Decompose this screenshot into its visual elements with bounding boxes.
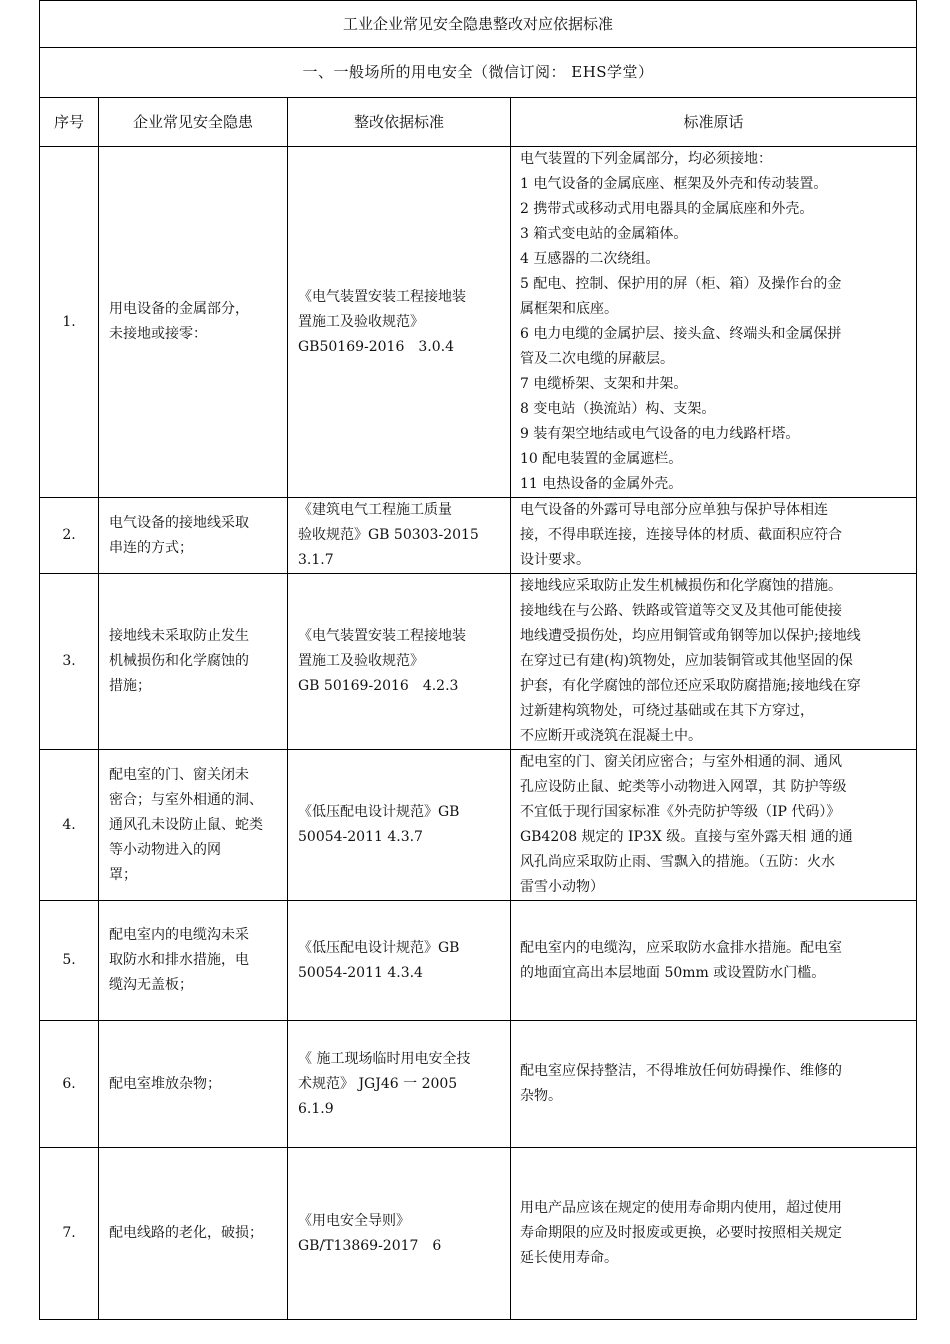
title-row (40, 1, 917, 48)
standard-text-cell (511, 750, 917, 901)
standard-text-cell-line: 8 变电站（换流站）构、支架。 (520, 401, 716, 417)
standard-text-cell-line: 的地面宜高出本层地面 50mm 或设置防水门槛。 (520, 964, 826, 981)
hazard-cell (99, 498, 288, 574)
hazard-cell-line: 配电室内的电缆沟未采 (109, 927, 249, 943)
standard-text-cell-line: 5 配电、控制、保护用的屏（柜、箱）及操作台的金 (520, 276, 842, 292)
table-row (40, 147, 917, 498)
standard-text-cell-line: 延长使用寿命。 (520, 1250, 618, 1266)
row-number: 4. (40, 750, 99, 901)
row-number: 1. (40, 147, 99, 498)
standard-text-cell-line: 风孔尚应采取防止雨、雪飘入的措施。（五防：火水 (520, 854, 835, 870)
standard-text-cell-line: 管及二次电缆的屏蔽层。 (520, 351, 674, 367)
standard-text-cell-line: 属框架和底座。 (520, 301, 618, 317)
header-no: 序号 (40, 98, 99, 147)
document-title: 工业企业常见安全隐患整改对应依据标准 (40, 1, 917, 48)
basis-cell-line: 50054-2011 4.3.4 (298, 964, 423, 981)
table-row (40, 750, 917, 901)
basis-cell-line: 《低压配电设计规范》GB (298, 804, 460, 820)
standard-text-cell (511, 1148, 917, 1320)
basis-cell-line: GB/T13869-2017 6 (298, 1237, 442, 1254)
hazard-cell-line: 接地线未采取防止发生 (109, 628, 249, 644)
hazard-cell-line: 电气设备的接地线采取 (109, 514, 249, 531)
basis-cell-line: 置施工及验收规范》 (298, 313, 424, 330)
hazard-cell-line: 缆沟无盖板； (109, 977, 193, 993)
standard-text-cell (511, 574, 917, 750)
standard-text-cell-line: 1 电气设备的金属底座、框架及外壳和传动装置。 (520, 176, 828, 192)
hazard-cell-line: 机械损伤和化学腐蚀的 (109, 653, 249, 669)
basis-cell-line: 《 施工现场临时用电安全技 (298, 1050, 471, 1067)
basis-cell-line: GB50169-2016 3.0.4 (298, 338, 454, 355)
basis-cell-line: 《电气装置安装工程接地装 (298, 288, 466, 305)
standard-text-cell-line: 9 装有架空地结或电气设备的电力线路杆塔。 (520, 426, 800, 442)
basis-cell (288, 498, 511, 574)
hazard-cell-line: 配电室的门、窗关闭未 (109, 766, 249, 783)
hazard-cell (99, 1021, 288, 1148)
standard-text-cell-line: 用电产品应该在规定的使用寿命期内使用，超过使用 (520, 1200, 842, 1216)
hazard-cell (99, 574, 288, 750)
standard-text-cell-line: 在穿过已有建(构)筑物处，应加装铜管或其他坚固的保 (520, 653, 853, 669)
standard-text-cell-line: 4 互感器的二次绕组。 (520, 251, 660, 267)
standard-text-cell-line: 不应断开或浇筑在混凝土中。 (520, 728, 702, 744)
standard-text-cell-line: 地线遭受损伤处，均应用铜管或角钢等加以保护;接地线 (520, 628, 861, 644)
standard-text-cell (511, 1021, 917, 1148)
table-row (40, 498, 917, 574)
row-number: 3. (40, 574, 99, 750)
standard-text-cell-line: 配电室应保持整洁，不得堆放任何妨碍操作、维修的 (520, 1063, 842, 1079)
table-row (40, 901, 917, 1021)
hazard-cell (99, 750, 288, 901)
hazard-cell-line: 未接地或接零： (109, 326, 207, 342)
basis-cell-line: 3.1.7 (298, 552, 334, 568)
standard-text-cell-line: 10 配电装置的金属遮栏。 (520, 451, 683, 467)
basis-cell (288, 1148, 511, 1320)
hazard-cell-line: 罩； (109, 866, 137, 883)
table-row (40, 1148, 917, 1320)
standard-text-cell-line: 寿命期限的应及时报废或更换，必要时按照相关规定 (520, 1225, 842, 1241)
standard-text-cell-line: 接地线在与公路、铁路或管道等交叉及其他可能使接 (520, 603, 842, 619)
standard-text-cell-line: 接地线应采取防止发生机械损伤和化学腐蚀的措施。 (520, 578, 842, 594)
basis-cell-line: 《建筑电气工程施工质量 (298, 502, 452, 518)
basis-cell-line: GB 50169-2016 4.2.3 (298, 678, 459, 694)
basis-cell-line: 置施工及验收规范》 (298, 653, 424, 669)
hazard-cell-line: 通风孔未设防止鼠、蛇类 (109, 816, 263, 833)
hazard-cell-line: 配电线路的老化，破损； (109, 1225, 263, 1241)
standard-text-cell-line: 护套，有化学腐蚀的部位还应采取防腐措施;接地线在穿 (520, 678, 861, 694)
row-number: 2. (40, 498, 99, 574)
standard-text-cell-line: 接，不得串联连接，连接导体的材质、截面积应符合 (520, 527, 842, 543)
basis-cell-line: 《低压配电设计规范》GB (298, 939, 460, 956)
standard-text-cell-line: 设计要求。 (520, 552, 590, 568)
header-basis: 整改依据标准 (288, 98, 511, 147)
standard-text-cell-line: 3 箱式变电站的金属箱体。 (520, 226, 688, 242)
standard-text-cell (511, 498, 917, 574)
header-text: 标准原话 (511, 98, 917, 147)
standard-text-cell-line: GB4208 规定的 IP3X 级。直接与室外露天相 通的通 (520, 829, 853, 845)
hazard-cell-line: 用电设备的金属部分， (109, 301, 249, 317)
standard-text-cell-line: 不宜低于现行国家标准《外壳防护等级（IP 代码）》 (520, 804, 841, 820)
standard-text-cell-line: 杂物。 (520, 1088, 562, 1104)
hazard-cell-line: 措施； (109, 678, 151, 694)
section-row (40, 48, 917, 98)
standard-text-cell-line: 配电室内的电缆沟，应采取防水盒排水措施。配电室 (520, 939, 842, 956)
hazard-cell (99, 1148, 288, 1320)
basis-cell (288, 1021, 511, 1148)
basis-cell (288, 147, 511, 498)
section-heading: 一、一般场所的用电安全（微信订阅： EHS学堂） (40, 48, 917, 98)
standard-text-cell-line: 2 携带式或移动式用电器具的金属底座和外壳。 (520, 201, 814, 217)
hazard-cell-line: 串连的方式； (109, 539, 193, 556)
hazard-cell-line: 配电室堆放杂物； (109, 1075, 221, 1092)
basis-cell (288, 750, 511, 901)
table-row (40, 1021, 917, 1148)
header-row (40, 98, 917, 147)
table-row (40, 574, 917, 750)
standard-text-cell-line: 孔应设防止鼠、蛇类等小动物进入网罩，其 防护等级 (520, 779, 847, 795)
standard-text-cell-line: 7 电缆桥架、支架和井架。 (520, 376, 688, 392)
basis-cell (288, 901, 511, 1021)
hazard-cell-line: 密合；与室外相通的洞、 (109, 791, 263, 808)
standard-text-cell-line: 配电室的门、窗关闭应密合；与室外相通的洞、通风 (520, 754, 842, 770)
header-hazard: 企业常见安全隐患 (99, 98, 288, 147)
basis-cell-line: 验收规范》GB 50303-2015 (298, 527, 479, 543)
standard-text-cell (511, 147, 917, 498)
standard-text-cell-line: 电气装置的下列金属部分，均必须接地： (520, 151, 772, 167)
standard-text-cell (511, 901, 917, 1021)
hazard-standards-table (39, 0, 917, 1320)
hazard-cell-line: 等小动物进入的网 (109, 841, 221, 858)
standard-text-cell-line: 电气设备的外露可导电部分应单独与保护导体相连 (520, 502, 828, 518)
standard-text-cell-line: 过新建构筑物处，可绕过基础或在其下方穿过， (520, 703, 814, 719)
row-number: 5. (40, 901, 99, 1021)
standard-text-cell-line: 雷雪小动物） (520, 879, 604, 895)
basis-cell-line: 《用电安全导则》 (298, 1212, 410, 1229)
row-number: 6. (40, 1021, 99, 1148)
standard-text-cell-line: 11 电热设备的金属外壳。 (520, 476, 683, 492)
basis-cell-line: 6.1.9 (298, 1100, 334, 1117)
hazard-cell-line: 取防水和排水措施，电 (109, 952, 249, 968)
basis-cell-line: 50054-2011 4.3.7 (298, 829, 423, 845)
basis-cell-line: 《电气装置安装工程接地装 (298, 628, 466, 644)
standard-text-cell-line: 6 电力电缆的金属护层、接头盒、终端头和金属保拼 (520, 326, 842, 342)
row-number: 7. (40, 1148, 99, 1320)
hazard-cell (99, 147, 288, 498)
hazard-cell (99, 901, 288, 1021)
basis-cell (288, 574, 511, 750)
basis-cell-line: 术规范》 JGJ46 一 2005 (298, 1075, 458, 1092)
